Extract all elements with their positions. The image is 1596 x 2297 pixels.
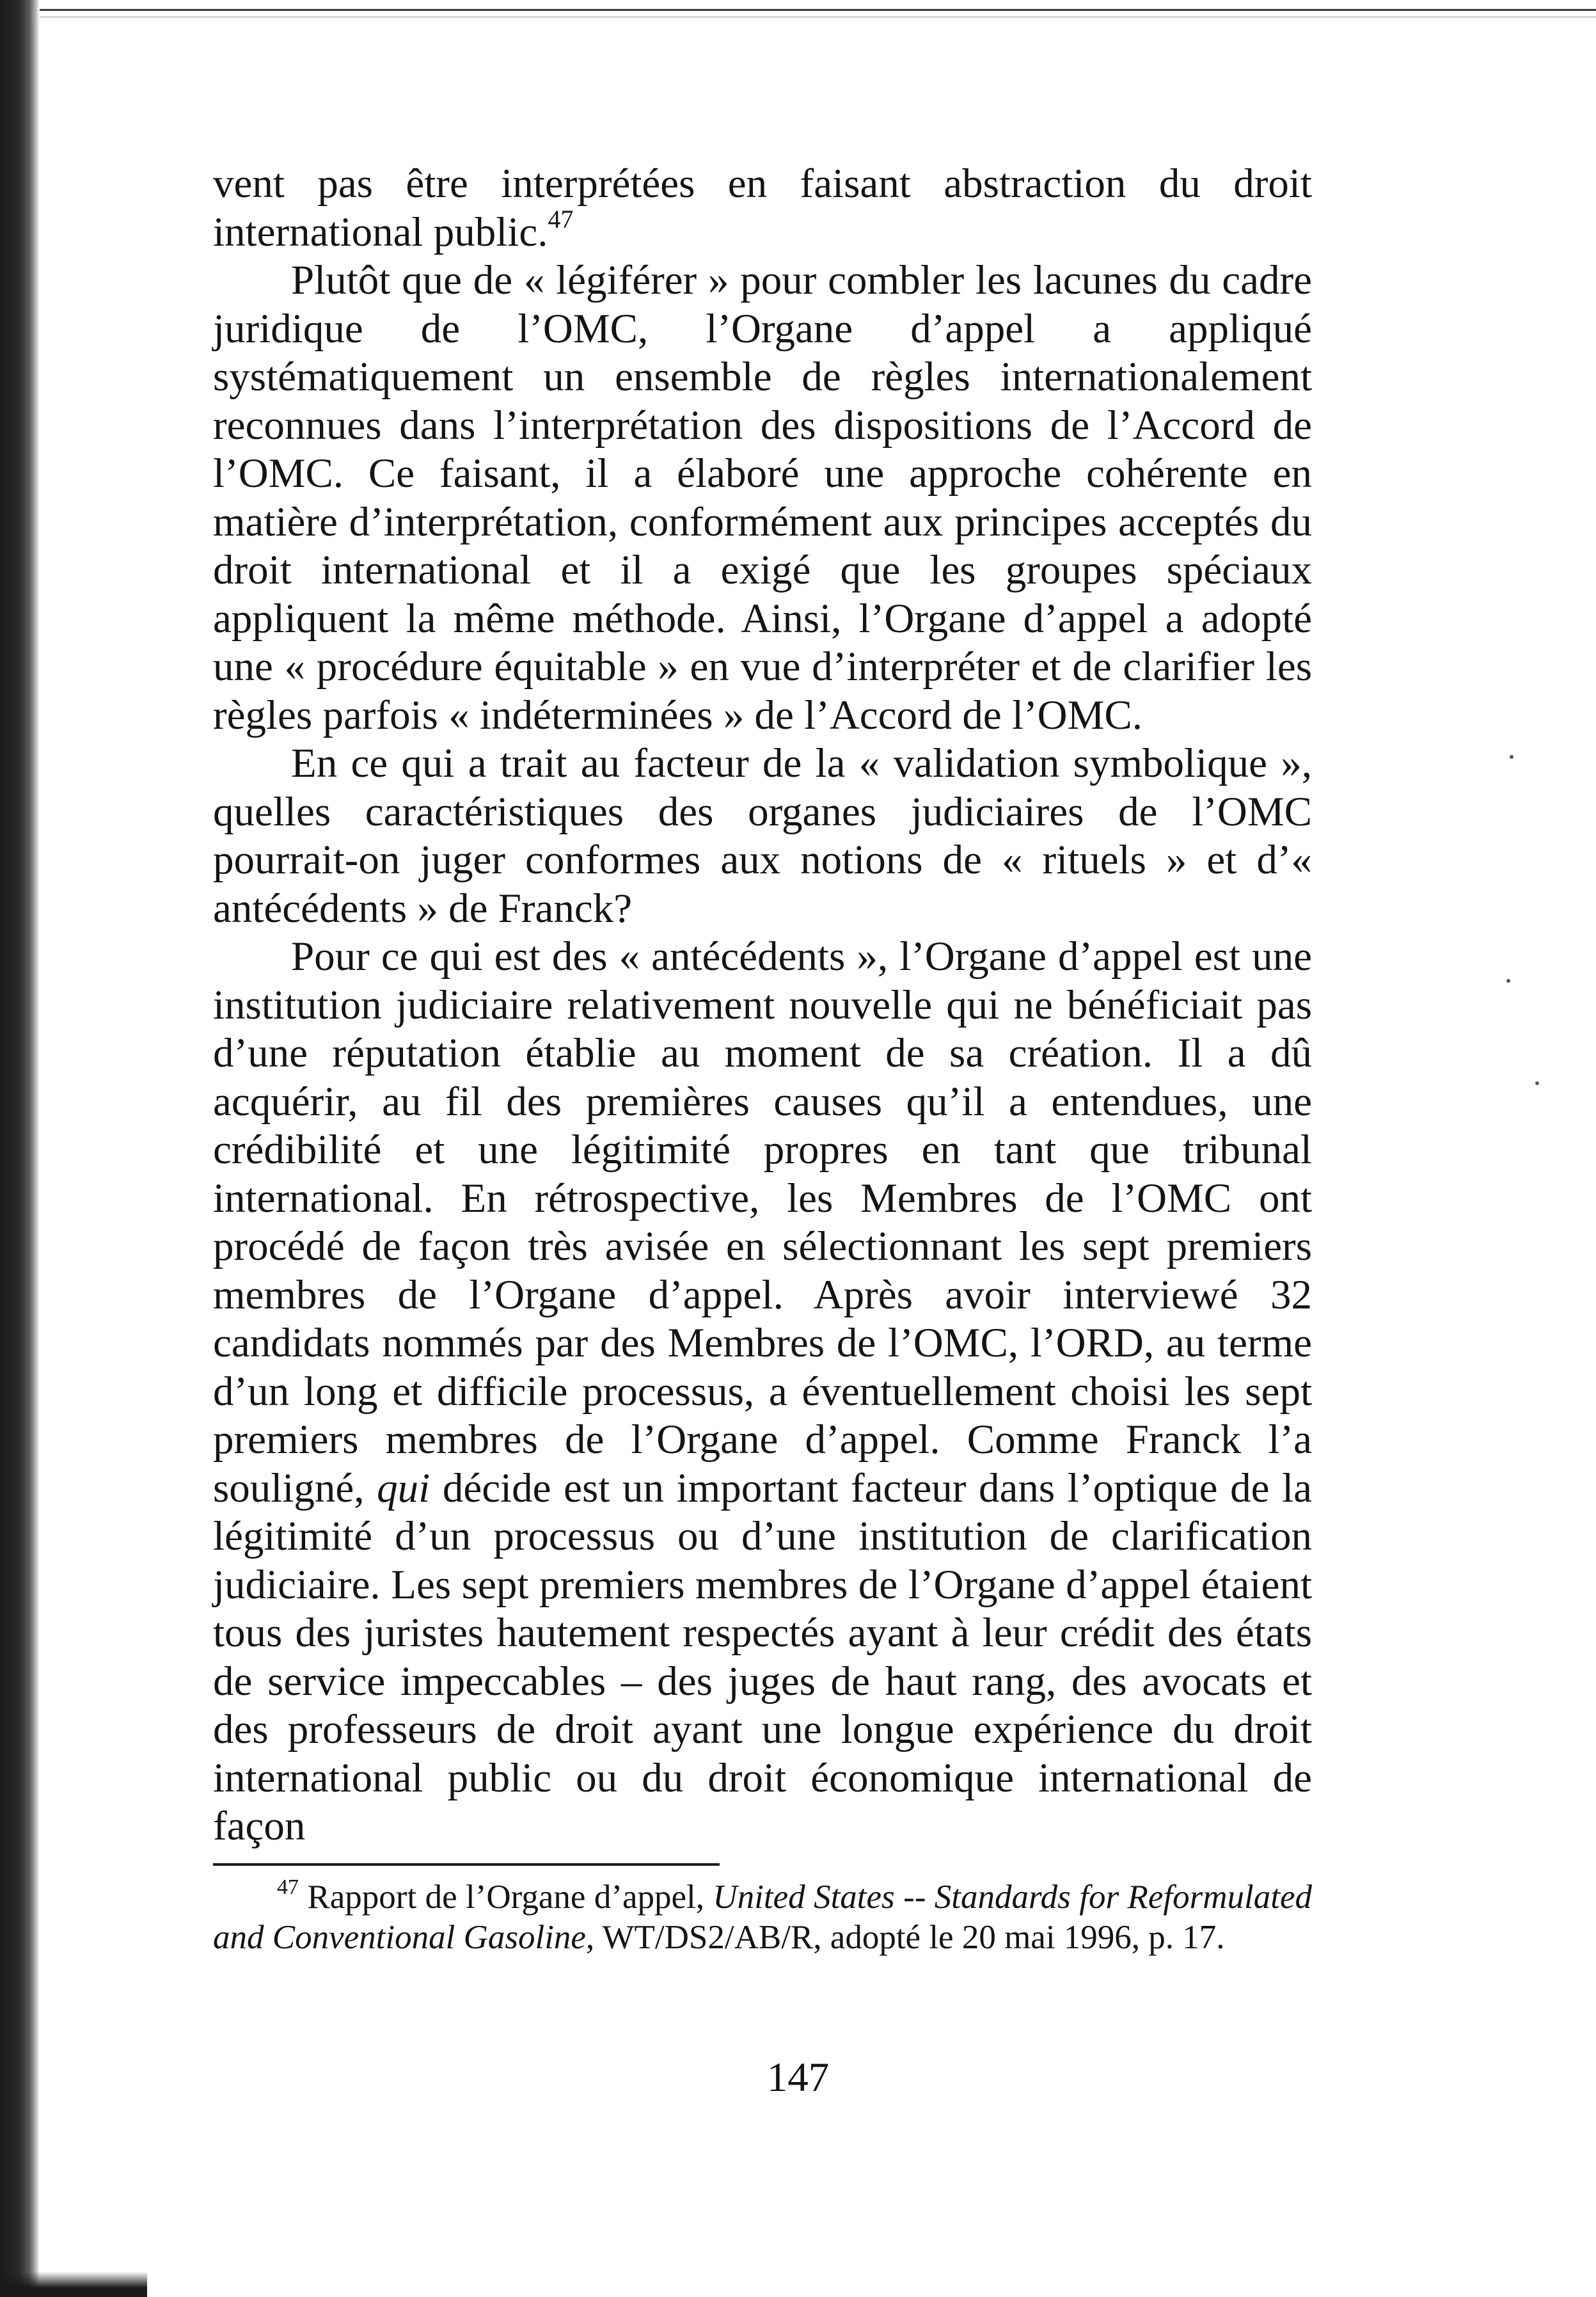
footnote xyxy=(213,1877,1312,1958)
paragraph-continued xyxy=(213,160,1312,257)
paragraph: En ce qui a trait au facteur de la « validation symbolique », quelles caractéristiques des organes judiciaires de l’OMC pourrait-on juger conformes aux notions de « rituels » et d’« antécédents » de Franck? xyxy=(213,740,1312,932)
page-number: 147 xyxy=(766,2055,830,2101)
scan-speck xyxy=(1510,755,1513,759)
footnote-number: 47 xyxy=(277,1875,299,1899)
scan-speck xyxy=(1506,979,1510,983)
paragraph-text: vent pas être interprétées en faisant abstraction du droit international public. xyxy=(213,161,1312,255)
paragraph: Plutôt que de « légiférer » pour combler les lacunes du cadre juridique de l’OMC, l’Organe d’appel a appliqué systématiquement un ensemble de règles internationalement reconnues dans l’interprétation des dispositions de l’Accord de l’OMC. Ce faisant, il a élaboré une approche cohérente en matière d’interprétation, conformément aux principes acceptés du droit international et il a exigé que les groupes spéciaux appliquent la même méthode. Ainsi, l’Organe d’appel a adopté une « procédure équitable » en vue d’interpréter et de clarifier les règles parfois « indéterminées » de l’Accord de l’OMC. xyxy=(213,257,1312,738)
scan-binding-shadow xyxy=(0,0,40,2297)
footnote-text-part: , WT/DS2/AB/R, adopté le 20 mai 1996, p. 17. xyxy=(585,1919,1225,1956)
paragraph-text: Pour ce qui est des « antécédents », l’Organe d’appel est une institution judiciaire relativement nouvelle qui ne bénéficiait pas d’une réputation établie au moment de sa création. Il a dû acquérir, au fil des premières causes qu’il a entendues, une crédibilité et une légitimité propres en tant que tribunal international. En rétrospective, les Membres de l’OMC ont procédé de façon très avisée en sélectionnant les sept premiers membres de l’Organe d’appel. Après avoir interviewé 32 candidats nommés par des Membres de l’OMC, l’ORD, au terme d’un long et difficile processus, a éventuellement choisi les sept premiers membres de l’Organe d’appel. Comme Franck l’a souligné, xyxy=(213,934,1312,1511)
emphasis-text: qui xyxy=(377,1465,431,1511)
main-text xyxy=(213,160,1312,1851)
paragraph-text: décide est un important facteur dans l’optique de la légitimité d’un processus ou d’une institution de clarification judiciaire. Les sept premiers membres de l’Organe d’appel étaient tous des juristes hautement respectés ayant à leur crédit des états de service impeccables – des juges de haut rang, des avocats et des professeurs de droit ayant une longue expérience du droit international public ou du droit économique international de façon xyxy=(213,1465,1312,1849)
scan-binding-foot xyxy=(0,2271,147,2297)
footnote-separator xyxy=(213,1863,720,1866)
footnote-title: United States -- Standards for Reformulated and Conventional Gasoline xyxy=(213,1879,1312,1956)
paragraph xyxy=(213,933,1312,1851)
footnote-text xyxy=(213,1877,1312,1958)
footnote-reference: 47 xyxy=(548,204,574,234)
footnote-text-part: Rapport de l’Organe d’appel, xyxy=(299,1879,713,1916)
scan-top-edge xyxy=(40,9,1596,11)
scan-speck xyxy=(1535,1081,1539,1085)
